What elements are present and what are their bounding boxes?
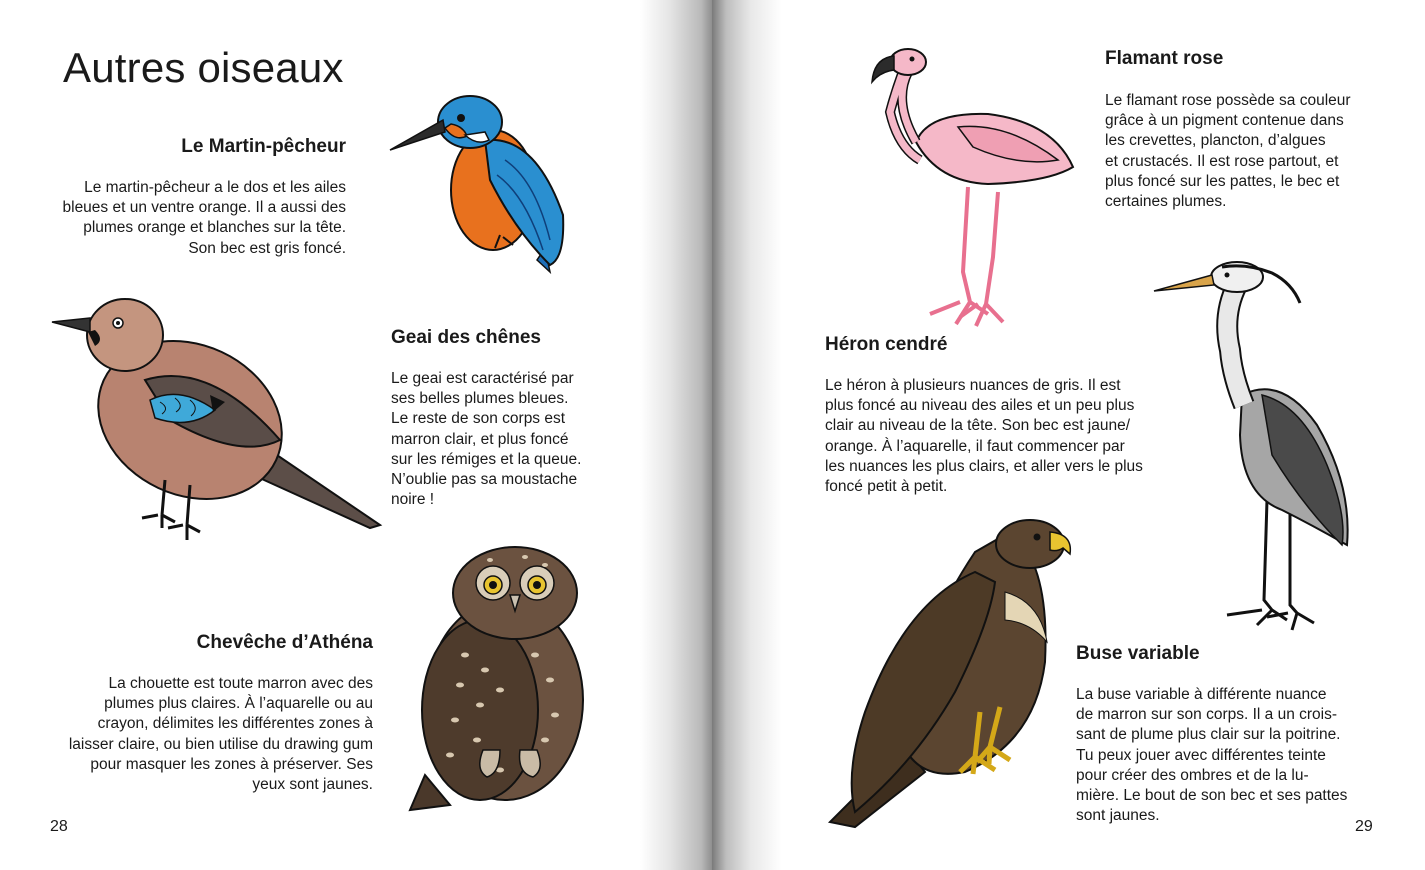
heading-kingfisher: Le Martin-pêcheur — [181, 136, 346, 157]
buzzard-illustration — [825, 512, 1075, 830]
page-number-left: 28 — [50, 818, 68, 835]
kingfisher-illustration — [385, 80, 585, 280]
text-heron: Le héron à plusieurs nuances de gris. Il est plus foncé au niveau des ailes et un peu plus clair au niveau de la tête. Son bec est jaune/ orange. À l’aquarelle, il faut commencer par les nuances les plus clairs, et aller vers le plus foncé petit à petit. — [825, 377, 1143, 496]
text-little-owl: La chouette est toute marron avec des plumes plus claires. À l’aquarelle ou au crayon, délimites les différentes zones à laisser claire, ou bien utilise du drawing gum pour masquer les zones à préserver. Ses yeux sont jaunes. — [68, 675, 373, 794]
jay-illustration — [50, 290, 385, 545]
text-buzzard: La buse variable à différente nuance de marron sur son corps. Il a un crois- sant de plume plus clair sur la poitrine. Tu peux jouer avec différentes teinte pour créer des ombres et de la lu- mière. Le bout de son bec et ses pattes sont jaunes. — [1076, 686, 1348, 825]
flamingo-illustration — [868, 42, 1083, 334]
little-owl-illustration — [405, 545, 590, 815]
text-kingfisher: Le martin-pêcheur a le dos et les ailes bleues et un ventre orange. Il a aussi des plumes orange et blanches sur la tête. Son bec est gris foncé. — [62, 179, 346, 257]
heading-buzzard: Buse variable — [1076, 643, 1200, 664]
page-number-right: 29 — [1355, 818, 1373, 835]
heading-little-owl: Chevêche d’Athéna — [196, 632, 373, 653]
text-flamingo: Le flamant rose possède sa couleur grâce à un pigment contenue dans les crevettes, plancton, d’algues et crustacés. Il est rose partout, et plus foncé sur les pattes, le bec et certaines plumes. — [1105, 92, 1351, 211]
heading-jay: Geai des chênes — [391, 327, 541, 348]
book-gutter-right — [712, 0, 782, 870]
book-gutter-left — [640, 0, 712, 870]
grey-heron-illustration — [1152, 255, 1357, 635]
heading-flamingo: Flamant rose — [1105, 48, 1224, 69]
page-title: Autres oiseaux — [63, 44, 344, 91]
text-jay: Le geai est caractérisé par ses belles plumes bleues. Le reste de son corps est marron clair, et plus foncé sur les rémiges et la queue. N’oublie pas sa moustache noire ! — [391, 370, 582, 509]
heading-heron: Héron cendré — [825, 334, 948, 355]
